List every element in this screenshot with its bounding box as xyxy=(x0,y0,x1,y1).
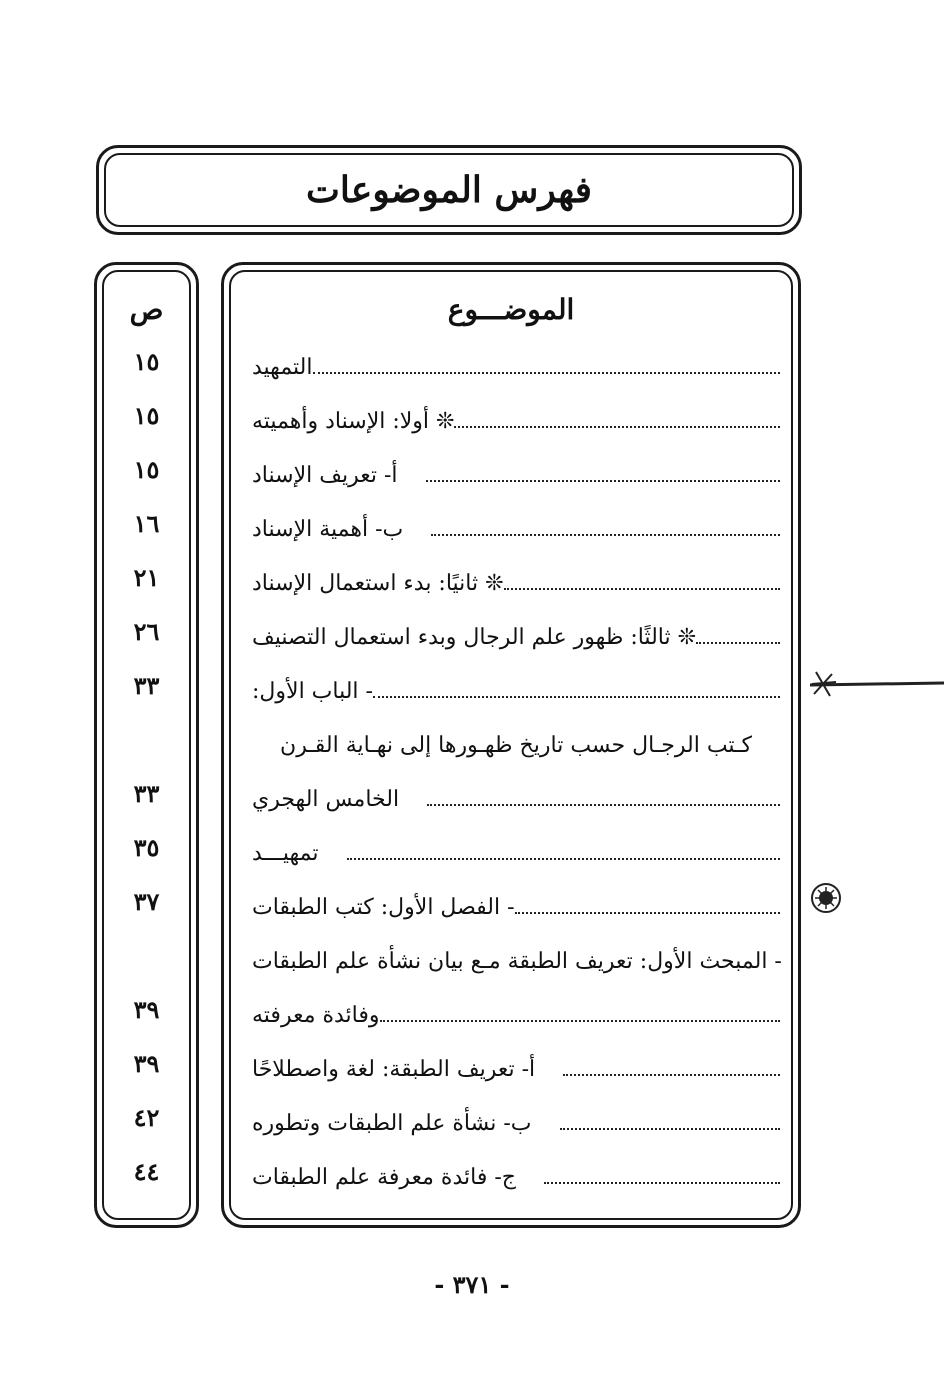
toc-entry xyxy=(242,613,780,653)
dot-leader xyxy=(313,372,781,374)
toc-entry-label: ❊ ثالثًا: ظهور علم الرجال وبدء استعمال التصنيف xyxy=(252,625,697,650)
dot-leader xyxy=(563,1074,780,1076)
page-number: ٣٣ xyxy=(133,779,160,808)
toc-entry xyxy=(242,937,780,977)
page-column-header: ص xyxy=(129,293,164,326)
toc-entry xyxy=(242,505,780,545)
dot-leader xyxy=(560,1128,780,1130)
toc-entry-label: أ- تعريف الإسناد xyxy=(252,463,398,488)
page-number: ٢٦ xyxy=(133,617,160,646)
toc-entry-label: - المبحث الأول: تعريف الطبقة مـع بيان نشأة علم الطبقات xyxy=(252,949,782,974)
toc-entry-label: ❊ ثانيًا: بدء استعمال الإسناد xyxy=(252,571,504,596)
dot-leader xyxy=(427,804,780,806)
toc-entry-label: تمهيـــد xyxy=(252,841,319,866)
page-number: ٣٧ xyxy=(133,887,160,916)
topic-column xyxy=(221,262,801,1228)
toc-entry xyxy=(242,343,780,383)
toc-entry-label: وفائدة معرفته xyxy=(252,1003,380,1028)
toc-entry xyxy=(242,397,780,437)
toc-entry-label: ب- نشأة علم الطبقات وتطوره xyxy=(252,1111,532,1136)
toc-entry xyxy=(242,559,780,599)
page-number: ١٥ xyxy=(133,401,160,430)
toc-entry xyxy=(242,1153,780,1193)
toc-entry-label: - الباب الأول: xyxy=(252,679,373,704)
toc-entry xyxy=(242,829,780,869)
page-number-column xyxy=(94,262,199,1228)
page-number: ١٥ xyxy=(133,455,160,484)
dot-leader xyxy=(454,426,780,428)
toc-entry xyxy=(242,721,780,761)
margin-flower-icon xyxy=(809,881,843,915)
page-number: ١٥ xyxy=(133,347,160,376)
page-footer-number: - ٣٧١ - xyxy=(434,1270,510,1299)
dot-leader xyxy=(373,696,780,698)
toc-entry xyxy=(242,451,780,491)
toc-entry xyxy=(242,991,780,1031)
toc-entry-label: الخامس الهجري xyxy=(252,787,400,812)
toc-entry-label: أ- تعريف الطبقة: لغة واصطلاحًا xyxy=(252,1057,536,1082)
dot-leader xyxy=(380,1020,780,1022)
toc-entry xyxy=(242,667,780,707)
toc-entry-label: كـتب الرجـال حسب تاريخ ظهـورها إلى نهـاية القـرن xyxy=(280,733,752,758)
topic-column-header: الموضـــوع xyxy=(447,293,575,326)
title-frame xyxy=(96,145,802,235)
page-number: ٣٣ xyxy=(133,671,160,700)
dot-leader xyxy=(426,480,780,482)
dot-leader xyxy=(544,1182,780,1184)
toc-entry xyxy=(242,1099,780,1139)
toc-entry-label: - الفصل الأول: كتب الطبقات xyxy=(252,895,515,920)
toc-entry xyxy=(242,1045,780,1085)
dot-leader xyxy=(504,588,780,590)
toc-entry xyxy=(242,775,780,815)
page-number: ٣٩ xyxy=(133,1049,160,1078)
page-number: ١٦ xyxy=(133,509,160,538)
dot-leader xyxy=(515,912,780,914)
dot-leader xyxy=(347,858,780,860)
page-number: ٢١ xyxy=(133,563,160,592)
toc-entry-label: ❊ أولا: الإسناد وأهميته xyxy=(252,409,455,434)
page-number: ٣٥ xyxy=(133,833,160,862)
dot-leader xyxy=(696,642,780,644)
toc-entry-label: ج- فائدة معرفة علم الطبقات xyxy=(252,1165,516,1190)
page-title: فهرس الموضوعات xyxy=(305,169,593,211)
dot-leader xyxy=(431,534,780,536)
toc-entry-label: التمهيد xyxy=(252,355,313,380)
page-number: ٣٩ xyxy=(133,995,160,1024)
margin-pen-stroke-icon xyxy=(808,668,944,698)
page-number: ٤٤ xyxy=(133,1157,160,1186)
toc-entry xyxy=(242,883,780,923)
page-number: ٤٢ xyxy=(133,1103,160,1132)
toc-entry-label: ب- أهمية الإسناد xyxy=(252,517,404,542)
